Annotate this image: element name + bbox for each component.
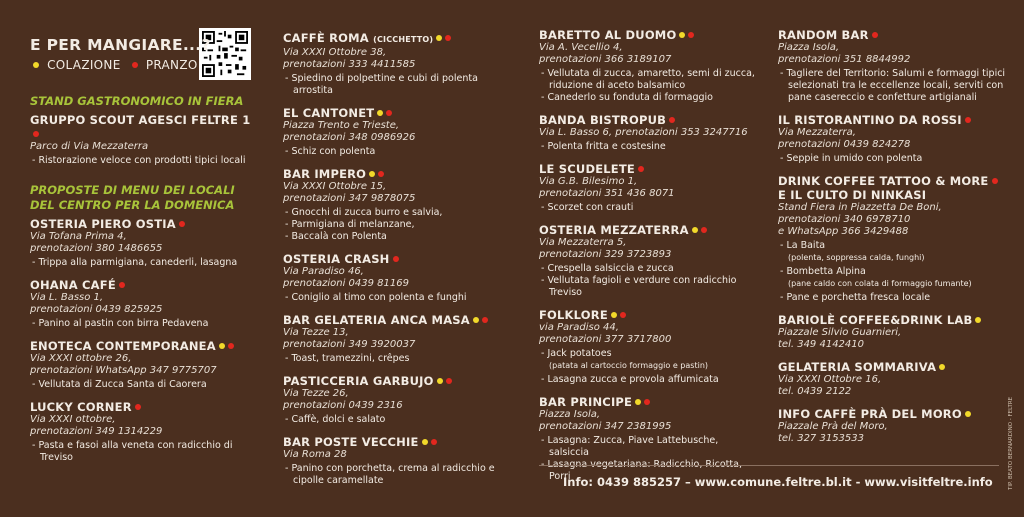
venue: [283, 313, 515, 365]
venue-phone: prenotazioni 333 4411585: [283, 59, 416, 70]
dish-item: - Parmigiana di melanzane,: [285, 219, 415, 230]
venue-phone: prenotazioni WhatsApp 347 9775707: [30, 365, 217, 376]
red-dot-icon: [620, 312, 626, 318]
venue-phone: tel. 327 3153533: [778, 433, 865, 444]
red-dot-icon: [393, 256, 399, 262]
dish-item: - Scorzet con crauti: [541, 202, 634, 213]
yellow-dot-icon: [965, 411, 971, 417]
yellow-dot-icon: [422, 439, 428, 445]
yellow-dot-icon: [473, 317, 479, 323]
dish-note: (pane caldo con colata di formaggio fumante): [788, 279, 972, 288]
dish-item: - Baccalà con Polenta: [285, 231, 387, 242]
footer-info: Info: 0439 885257 – www.comune.feltre.bl.it - www.visitfeltre.info: [563, 475, 993, 489]
venue-name: BAR POSTE VECCHIE: [283, 435, 419, 449]
venue-name: IL RISTORANTINO DA ROSSI: [778, 113, 962, 127]
dish-item: - Toast, tramezzini, crêpes: [285, 353, 410, 364]
red-dot-icon: [482, 317, 488, 323]
venue-name: OSTERIA MEZZATERRA: [539, 223, 689, 237]
footer-divider: [539, 465, 999, 466]
yellow-dot-icon: [33, 62, 39, 68]
venue-name: GELATERIA SOMMARIVA: [778, 360, 937, 374]
dish-item: - Caffè, dolci e salato: [285, 414, 386, 425]
venue-address: Via L. Basso 6, prenotazioni 353 3247716: [539, 127, 748, 138]
dish-item: - Pasta e fasoi alla veneta con radicchio di Treviso: [32, 440, 233, 463]
venue-name: CAFFÈ ROMA: [283, 31, 369, 45]
red-dot-icon: [872, 32, 878, 38]
venue-address: Via Tezze 26,: [283, 388, 349, 399]
printer-credit: TIP. BEATO BERNARDINO - FELTRE: [1008, 396, 1014, 490]
legend-pranzo: PRANZO: [145, 58, 198, 72]
dish-item: - Spiedino di polpettine e cubi di polenta arrostita: [285, 73, 478, 96]
venue-phone: prenotazioni 380 1486655: [30, 243, 163, 254]
venue-address: Via Mezzaterra 5,: [539, 237, 627, 248]
venue-address: Via Tofana Prima 4,: [30, 231, 127, 242]
venue: [283, 31, 515, 97]
yellow-dot-icon: [369, 171, 375, 177]
venue-address: Via XXXI Ottobre 16,: [778, 374, 882, 385]
legend: [30, 58, 255, 72]
venue: [539, 162, 761, 214]
venue-address: Via L. Basso 1,: [30, 292, 104, 303]
section-proposte: PROPOSTE DI MENU DEI LOCALI DEL CENTRO PER LA DOMENICA: [30, 183, 235, 212]
red-dot-icon: [179, 221, 185, 227]
venue: [30, 113, 255, 167]
dish-item: Porri: [549, 471, 571, 482]
venue-phone: prenotazioni 377 3717800: [539, 334, 672, 345]
dish-item: - Vellutata di Zucca Santa di Caorera: [32, 379, 207, 390]
column-2: [283, 31, 515, 496]
venue-phone: prenotazioni 0439 81169: [283, 278, 409, 289]
venue-address: Piazza Isola,: [539, 409, 601, 420]
venue: [30, 339, 255, 391]
dish-item: - Vellutata di zucca, amaretto, semi di zucca, riduzione di aceto balsamico: [541, 68, 755, 91]
red-dot-icon: [228, 343, 234, 349]
dish-item: - Gnocchi di zucca burro e salvia,: [285, 207, 443, 218]
venue-name-note: (CICCHETTO): [373, 35, 434, 44]
venue-name-line2: E IL CULTO DI NINKASI: [778, 188, 927, 202]
venue-address: Via XXXI Ottobre 15,: [283, 181, 387, 192]
venue-name: GRUPPO SCOUT AGESCI FELTRE 1: [30, 113, 251, 127]
yellow-dot-icon: [611, 312, 617, 318]
yellow-dot-icon: [219, 343, 225, 349]
dish-item: - Schiz con polenta: [285, 146, 376, 157]
venue: [539, 223, 761, 299]
venue: [283, 374, 515, 426]
venue-phone: prenotazioni 351 436 8071: [539, 188, 675, 199]
column-1: [30, 26, 255, 473]
red-dot-icon: [446, 378, 452, 384]
red-dot-icon: [669, 117, 675, 123]
venue: [283, 252, 515, 304]
venue: [778, 28, 1006, 104]
yellow-dot-icon: [436, 35, 442, 41]
red-dot-icon: [119, 282, 125, 288]
venue: [539, 308, 761, 386]
venue-phone: prenotazioni 0439 825925: [30, 304, 163, 315]
venue-address: Piazza Isola,: [778, 42, 840, 53]
yellow-dot-icon: [437, 378, 443, 384]
yellow-dot-icon: [377, 110, 383, 116]
venue: [283, 106, 515, 158]
venue-phone: prenotazioni 349 3920037: [283, 339, 416, 350]
venue-phone: prenotazioni 347 2381995: [539, 421, 672, 432]
venue: [778, 113, 1006, 165]
venue: [283, 435, 515, 487]
venue-address: Parco di Via Mezzaterra: [30, 141, 149, 152]
venue-name: BARETTO AL DUOMO: [539, 28, 677, 42]
venue-address: Via Tezze 13,: [283, 327, 349, 338]
venue-address: Piazzale Prà del Moro,: [778, 421, 888, 432]
venue-name: BAR IMPERO: [283, 167, 367, 181]
red-dot-icon: [688, 32, 694, 38]
column-4: [778, 28, 1006, 454]
venue: [539, 395, 761, 483]
venue-name: INFO CAFFÈ PRÀ DEL MORO: [778, 407, 962, 421]
dish-item: - Pane e porchetta fresca locale: [780, 292, 931, 303]
red-dot-icon: [701, 227, 707, 233]
dish-item: - Ristorazione veloce con prodotti tipici locali: [32, 155, 246, 166]
venue: [778, 407, 1006, 445]
venue-phone: prenotazioni 347 9878075: [283, 193, 416, 204]
venue-address: Via A. Vecellio 4,: [539, 42, 623, 53]
venue-name: PASTICCERIA GARBUJO: [283, 374, 434, 388]
dish-item: - Tagliere del Territorio: Salumi e formaggi tipici selezionati tra le eccellenze locali, serviti con pane casereccio e confetture artigianali: [780, 68, 1006, 103]
venue-name: LE SCUDELETE: [539, 162, 635, 176]
venue: [539, 28, 761, 104]
venue: [778, 313, 1006, 351]
dish-item: - La Baita: [780, 240, 826, 251]
column-3: [539, 28, 761, 492]
section-stand: STAND GASTRONOMICO IN FIERA: [30, 94, 244, 108]
venue-name: ENOTECA CONTEMPORANEA: [30, 339, 216, 353]
venue-name: DRINK COFFEE TATTOO & MORE: [778, 174, 989, 188]
venue-address: Via G.B. Bilesimo 1,: [539, 176, 638, 187]
dish-item: - Jack potatoes: [541, 348, 612, 359]
venue-phone: prenotazioni 0439 824278: [778, 139, 911, 150]
yellow-dot-icon: [692, 227, 698, 233]
venue-address: Via XXXI ottobre,: [30, 414, 116, 425]
venue: [283, 167, 515, 243]
yellow-dot-icon: [975, 317, 981, 323]
dish-item: - Bombetta Alpina: [780, 266, 866, 277]
venue-address: Piazzale Silvio Guarnieri,: [778, 327, 902, 338]
venue-name: BAR PRINCIPE: [539, 395, 633, 409]
venue-name: EL CANTONET: [283, 106, 375, 120]
venue-phone: prenotazioni 366 3189107: [539, 54, 672, 65]
dish-item: - Lasagna zucca e provola affumicata: [541, 374, 719, 385]
venue-address: Via Mezzaterra,: [778, 127, 856, 138]
venue-whatsapp: e WhatsApp 366 3429488: [778, 226, 909, 237]
red-dot-icon: [135, 404, 141, 410]
red-dot-icon: [992, 178, 998, 184]
dish-item: - Trippa alla parmigiana, canederli, lasagna: [32, 257, 238, 268]
venue-address: Via XXXI ottobre 26,: [30, 353, 132, 364]
yellow-dot-icon: [939, 364, 945, 370]
dish-item: - Panino al pastin con birra Pedavena: [32, 318, 209, 329]
dish-item: - Seppie in umido con polenta: [780, 153, 923, 164]
venue-name: BARIOLÈ COFFEE&DRINK LAB: [778, 313, 973, 327]
dish-note: (patata al cartoccio formaggio e pastin): [549, 361, 709, 370]
venue: [30, 217, 255, 269]
dish-item: - Lasagna: Zucca, Piave Lattebusche, salsiccia: [541, 435, 719, 458]
venue-name: OHANA CAFÉ: [30, 278, 116, 292]
venue-address: Via Paradiso 46,: [283, 266, 364, 277]
dish-item: - Coniglio al timo con polenta e funghi: [285, 292, 467, 303]
dish-item: - Panino con porchetta, crema al radicchio e cipolle caramellate: [285, 463, 495, 486]
venue-phone: prenotazioni 340 6978710: [778, 214, 911, 225]
venue-name: FOLKLORE: [539, 308, 608, 322]
yellow-dot-icon: [679, 32, 685, 38]
dish-item: - Canederlo su fonduta di formaggio: [541, 92, 713, 103]
venue-address: Stand Fiera in Piazzetta De Boni,: [778, 202, 942, 213]
dish-item: - Polenta fritta e costesine: [541, 141, 666, 152]
venue-phone: prenotazioni 348 0986926: [283, 132, 416, 143]
venue-phone: prenotazioni 349 1314229: [30, 426, 163, 437]
red-dot-icon: [644, 399, 650, 405]
venue-name: OSTERIA PIERO OSTIA: [30, 217, 176, 231]
venue: [30, 278, 255, 330]
dish-item: - Vellutata fagioli e verdure con radicchio Treviso: [541, 275, 737, 298]
red-dot-icon: [965, 117, 971, 123]
venue-phone: tel. 0439 2122: [778, 386, 852, 397]
dish-item: - Crespella salsiccia e zucca: [541, 263, 674, 274]
venue-name: LUCKY CORNER: [30, 400, 132, 414]
red-dot-icon: [431, 439, 437, 445]
venue-phone: prenotazioni 329 3723893: [539, 249, 672, 260]
yellow-dot-icon: [635, 399, 641, 405]
venue-name: BANDA BISTROPUB: [539, 113, 667, 127]
venue-address: Via XXXI Ottobre 38,: [283, 47, 387, 58]
venue-address: Via Roma 28: [283, 449, 347, 460]
page-title: E PER MANGIARE...?: [30, 36, 211, 54]
venue: [30, 400, 255, 464]
red-dot-icon: [132, 62, 138, 68]
venue-address: via Paradiso 44,: [539, 322, 619, 333]
venue: [539, 113, 761, 153]
legend-colazione: COLAZIONE: [47, 58, 121, 72]
venue: [778, 360, 1006, 398]
dish-note: (polenta, soppressa calda, funghi): [788, 253, 925, 262]
red-dot-icon: [386, 110, 392, 116]
red-dot-icon: [638, 166, 644, 172]
venue-name: OSTERIA CRASH: [283, 252, 390, 266]
venue-phone: prenotazioni 0439 2316: [283, 400, 403, 411]
venue-name: BAR GELATERIA ANCA MASA: [283, 313, 470, 327]
venue: [778, 174, 1006, 304]
venue-phone: prenotazioni 351 8844992: [778, 54, 911, 65]
venue-address: Piazza Trento e Trieste,: [283, 120, 400, 131]
venue-phone: tel. 349 4142410: [778, 339, 865, 350]
red-dot-icon: [445, 35, 451, 41]
venue-name: RANDOM BAR: [778, 28, 869, 42]
red-dot-icon: [33, 131, 39, 137]
red-dot-icon: [378, 171, 384, 177]
